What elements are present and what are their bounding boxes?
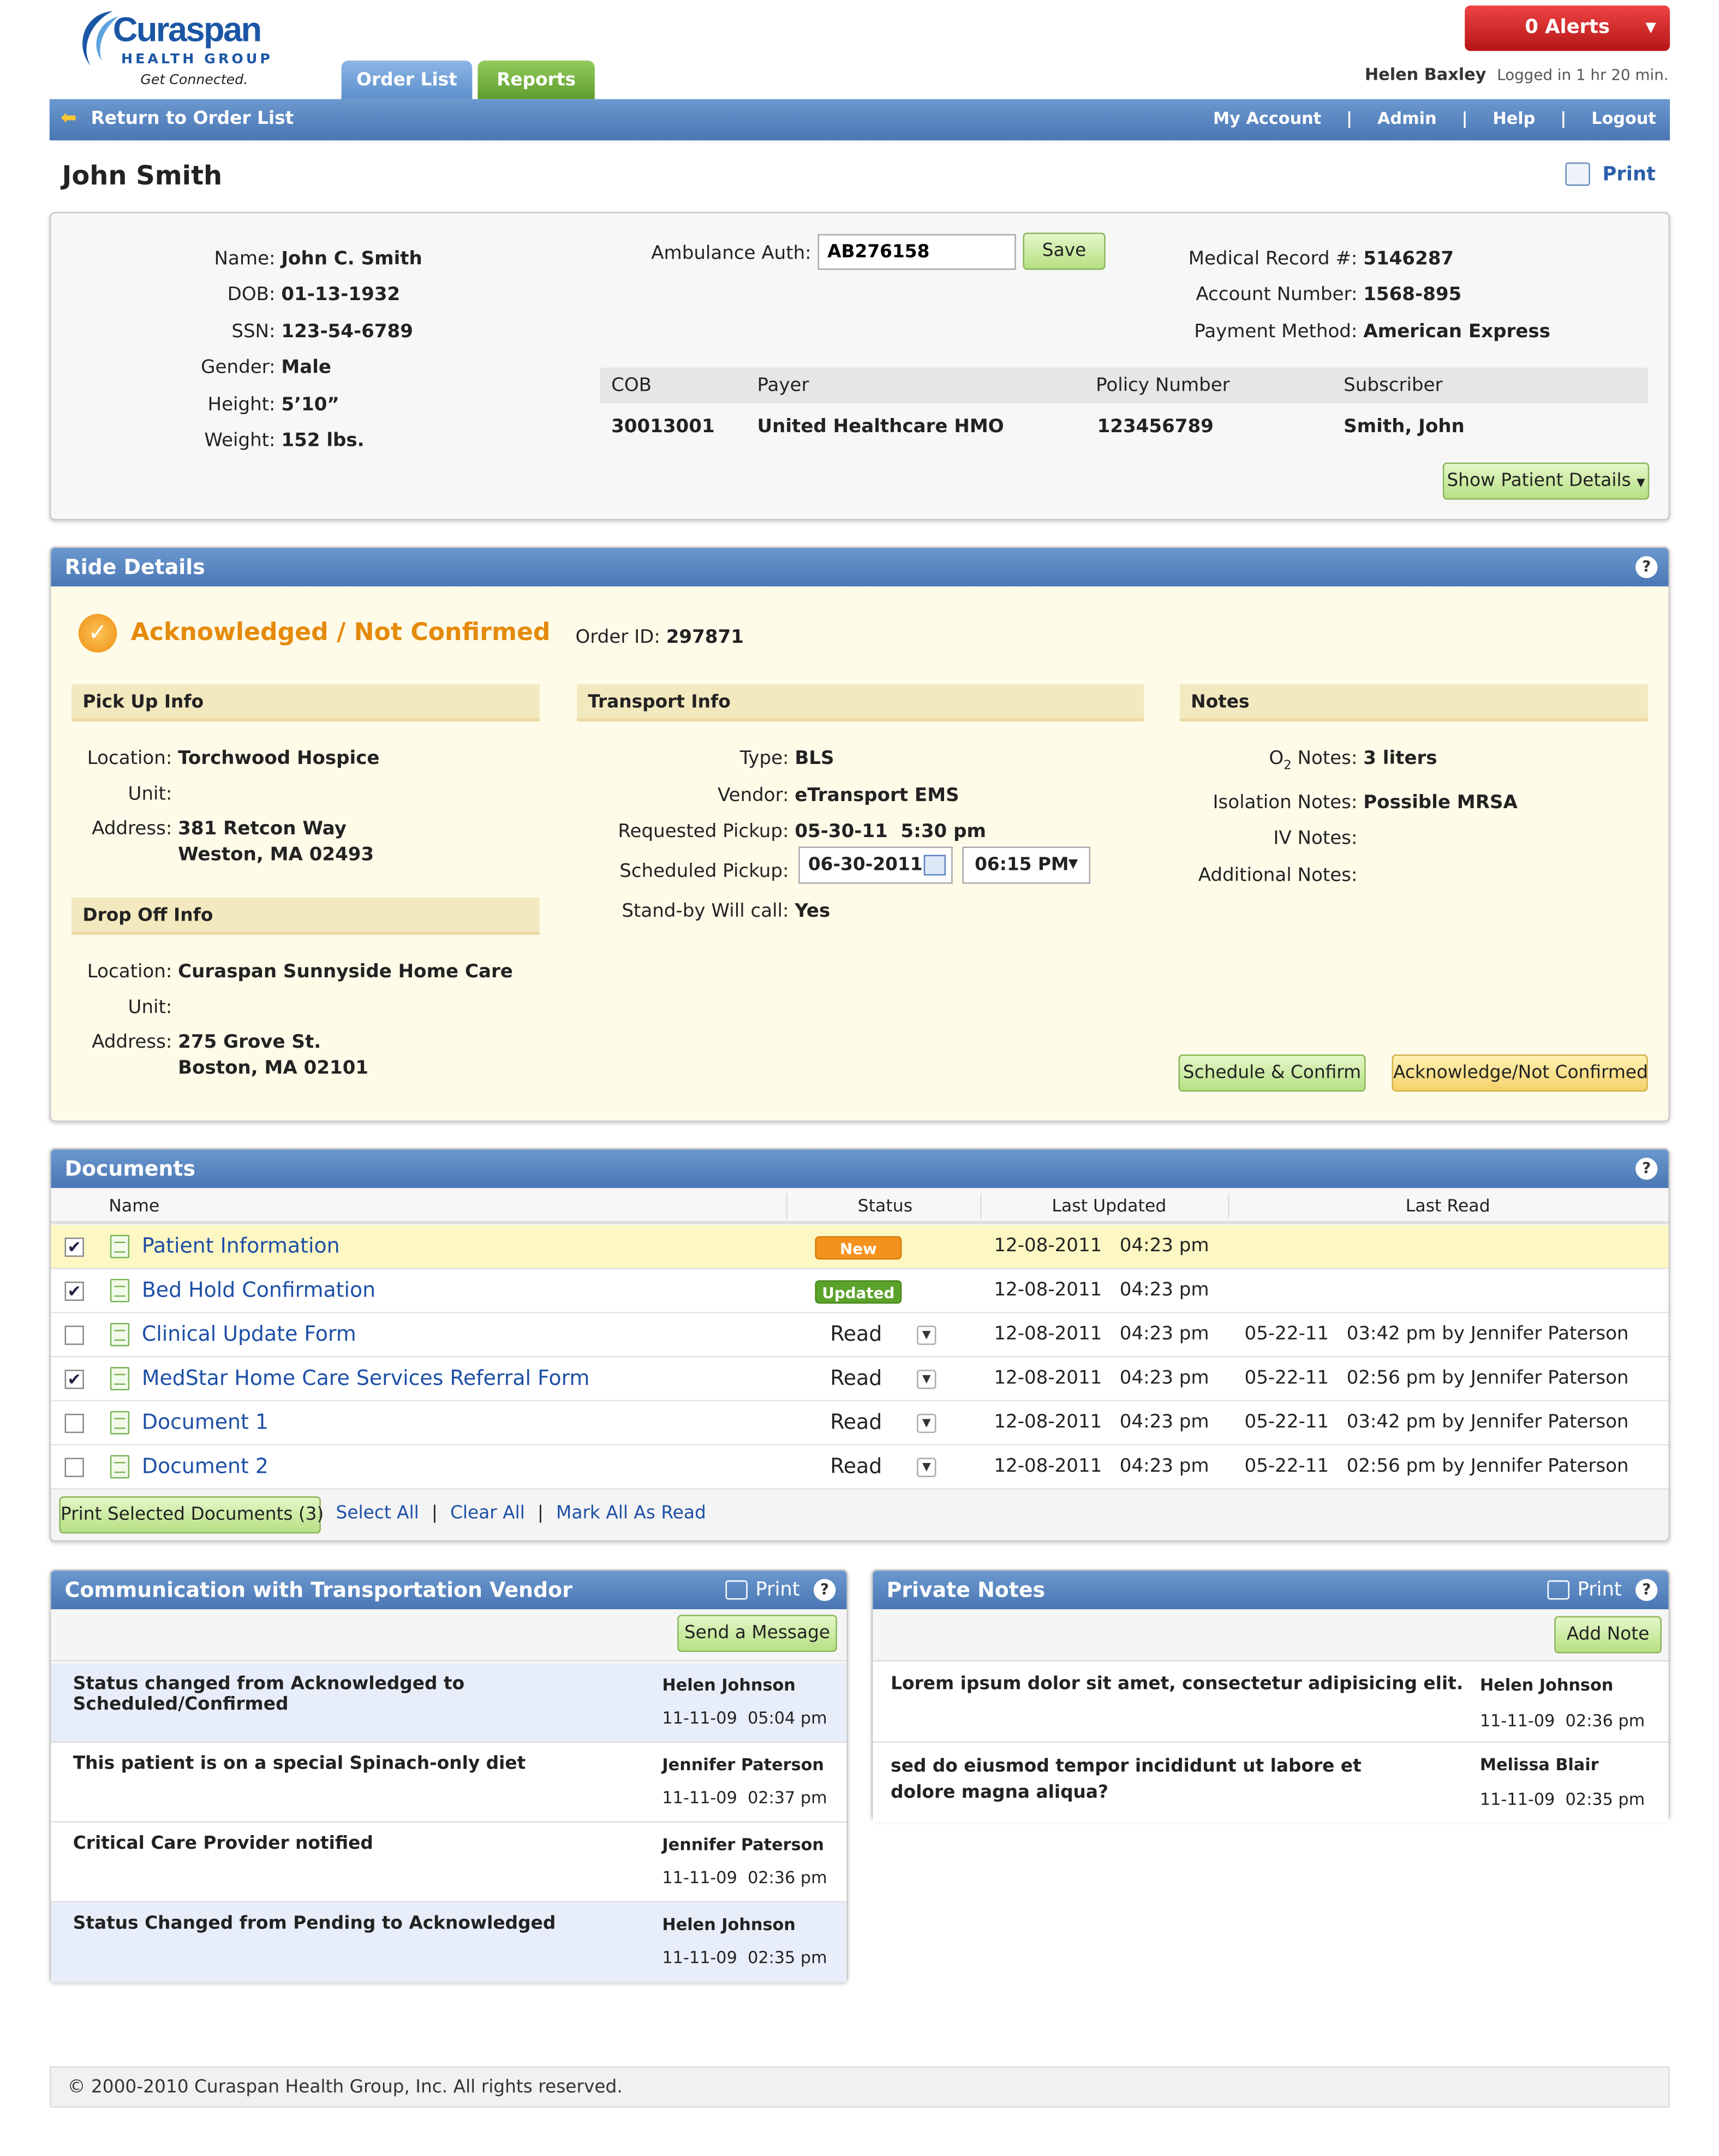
help-icon[interactable]: ?	[1636, 556, 1657, 578]
dropoff-address-line2: Boston, MA 02101	[178, 1057, 369, 1079]
logged-in-time: Logged in 1 hr 20 min.	[1497, 66, 1669, 84]
standby-value: Yes	[795, 900, 831, 923]
patient-account-info	[1165, 241, 1550, 350]
status-dropdown-icon[interactable]: ▼	[917, 1325, 936, 1345]
ride-details-header	[51, 548, 1668, 587]
private-notes-print-button[interactable]	[1547, 1570, 1622, 1609]
note-text: Lorem ipsum dolor sit amet, consectetur adipisicing elit.	[891, 1674, 1464, 1695]
document-icon	[110, 1323, 129, 1346]
ride-status: Acknowledged / Not Confirmed	[130, 619, 551, 647]
clear-all-link[interactable]: Clear All	[450, 1503, 525, 1524]
gender-value: Male	[281, 356, 332, 379]
document-actions	[336, 1503, 706, 1524]
alerts-label: 0 Alerts	[1525, 16, 1610, 39]
row-checkbox[interactable]: ✔	[65, 1238, 84, 1257]
chevron-down-icon: ▼	[1637, 476, 1645, 489]
table-row[interactable]	[51, 1225, 1668, 1269]
pickup-location-label: Location:	[87, 747, 172, 770]
message-time: 11-11-09 02:37 pm	[662, 1788, 827, 1808]
vendor-value: eTransport EMS	[795, 784, 959, 807]
note-time: 11-11-09 02:35 pm	[1479, 1789, 1645, 1809]
last-read-value: 05-22-11 03:42 pm by Jennifer Paterson	[1244, 1323, 1629, 1345]
nav-admin[interactable]: Admin	[1377, 109, 1437, 128]
private-notes-print-label: Print	[1577, 1579, 1622, 1601]
link-separator: |	[537, 1503, 544, 1524]
height-value: 5’10”	[281, 393, 339, 415]
chevron-down-icon: ▼	[1645, 20, 1656, 36]
vendor-label: Vendor:	[717, 784, 789, 807]
insurance-table-header	[600, 368, 1648, 404]
message-item	[51, 1663, 846, 1742]
standby-label: Stand-by Will call:	[622, 900, 789, 923]
check-circle-icon: ✓	[79, 614, 117, 653]
table-row[interactable]	[51, 1446, 1668, 1490]
document-icon	[110, 1455, 129, 1478]
select-all-link[interactable]: Select All	[336, 1503, 419, 1524]
printer-icon	[1547, 1580, 1569, 1599]
dropoff-info-header: Drop Off Info	[71, 898, 540, 935]
document-link[interactable]: MedStar Home Care Services Referral Form	[141, 1365, 590, 1390]
send-message-button[interactable]: Send a Message	[677, 1615, 837, 1652]
dob-value: 01-13-1932	[281, 284, 401, 307]
transport-info-header: Transport Info	[577, 684, 1144, 721]
payment-method-label: Payment Method:	[1194, 320, 1358, 343]
subscriber-header: Subscriber	[1344, 374, 1443, 397]
status-dropdown-icon[interactable]: ▼	[917, 1414, 936, 1433]
note-author: Helen Johnson	[1479, 1675, 1614, 1695]
notes-header: Notes	[1180, 684, 1648, 721]
document-icon	[110, 1279, 129, 1303]
pickup-unit-label: Unit:	[128, 783, 172, 805]
curaspan-logo	[71, 8, 278, 93]
schedule-confirm-button[interactable]: Schedule & Confirm	[1178, 1054, 1365, 1091]
private-notes-toolbar	[873, 1609, 1668, 1662]
last-updated-value: 12-08-2011 04:23 pm	[994, 1455, 1209, 1477]
message-author: Helen Johnson	[662, 1915, 796, 1934]
order-id-value: 297871	[666, 626, 744, 649]
insurance-table-row	[600, 409, 1648, 445]
scheduled-pickup-label: Scheduled Pickup:	[619, 859, 789, 882]
isolation-notes-value: Possible MRSA	[1363, 791, 1518, 814]
communication-print-label: Print	[755, 1579, 800, 1601]
pickup-location-value: Torchwood Hospice	[178, 747, 380, 770]
status-dropdown-icon[interactable]: ▼	[917, 1458, 936, 1477]
documents-table-header	[51, 1188, 1668, 1224]
communication-title: Communication with Transportation Vendor	[64, 1578, 572, 1603]
user-status	[1365, 65, 1669, 84]
help-icon[interactable]: ?	[1636, 1158, 1657, 1180]
pickup-address-label: Address:	[92, 817, 172, 840]
message-item	[51, 1902, 846, 1982]
document-icon	[110, 1411, 129, 1435]
document-icon	[110, 1367, 129, 1390]
account-number-value: 1568-895	[1363, 284, 1462, 307]
nav-separator: |	[1461, 109, 1468, 128]
pickup-info	[71, 740, 379, 869]
dropoff-info	[71, 954, 513, 1082]
status-dropdown-icon[interactable]: ▼	[917, 1370, 936, 1389]
chevron-down-icon: ▼	[1068, 857, 1078, 871]
isolation-notes-label: Isolation Notes:	[1213, 791, 1358, 814]
last-read-value: 05-22-11 03:42 pm by Jennifer Paterson	[1244, 1411, 1629, 1434]
last-updated-value: 12-08-2011 04:23 pm	[994, 1367, 1209, 1389]
last-read-value: 05-22-11 02:56 pm by Jennifer Paterson	[1244, 1455, 1629, 1477]
dropoff-address-line1: 275 Grove St.	[178, 1031, 321, 1053]
medical-record-value: 5146287	[1363, 248, 1454, 270]
ambulance-auth-input[interactable]	[817, 234, 1016, 270]
message-text: Critical Care Provider notified	[73, 1834, 373, 1855]
ssn-label: SSN:	[231, 320, 276, 343]
type-label: Type:	[739, 747, 789, 770]
medical-record-label: Medical Record #:	[1188, 248, 1358, 270]
name-column-header[interactable]: Name	[109, 1195, 160, 1216]
table-row[interactable]	[51, 1269, 1668, 1313]
pickup-address-line2: Weston, MA 02493	[178, 844, 374, 866]
private-notes-header	[873, 1570, 1668, 1609]
help-icon[interactable]: ?	[1636, 1579, 1657, 1601]
column-divider	[1228, 1193, 1229, 1218]
communication-print-button[interactable]	[725, 1570, 800, 1609]
o2-notes-value: 3 liters	[1363, 747, 1437, 770]
logo-tagline: Get Connected.	[140, 73, 248, 88]
row-checkbox[interactable]: ✔	[65, 1370, 84, 1389]
nav-separator: |	[1346, 109, 1353, 128]
table-row[interactable]	[51, 1313, 1668, 1358]
status-text: Read	[830, 1453, 882, 1479]
name-label: Name:	[214, 248, 276, 270]
ssn-value: 123-54-6789	[281, 320, 413, 343]
account-number-label: Account Number:	[1196, 284, 1358, 307]
patient-demographics	[138, 241, 427, 459]
alerts-button[interactable]	[1465, 5, 1670, 51]
save-button[interactable]: Save	[1023, 232, 1105, 270]
add-note-button[interactable]: Add Note	[1554, 1616, 1662, 1653]
show-patient-details-button[interactable]	[1443, 463, 1649, 500]
message-time: 11-11-09 02:36 pm	[662, 1868, 827, 1888]
weight-label: Weight:	[204, 429, 276, 452]
last-updated-column-header[interactable]: Last Updated	[1052, 1195, 1167, 1216]
message-time: 11-11-09 02:35 pm	[662, 1948, 827, 1967]
table-row[interactable]	[51, 1401, 1668, 1446]
user-name: Helen Baxley	[1364, 64, 1487, 84]
status-badge-updated: Updated	[815, 1280, 902, 1304]
logo-name: Curaspan	[112, 11, 261, 50]
policy-number-header: Policy Number	[1096, 374, 1230, 397]
status-column-header[interactable]: Status	[857, 1195, 913, 1216]
printer-icon	[1565, 163, 1590, 186]
tab-order-list[interactable]: Order List	[342, 61, 473, 99]
link-separator: |	[431, 1503, 438, 1524]
order-id	[575, 626, 743, 648]
message-item	[51, 1743, 846, 1823]
tab-reports[interactable]: Reports	[478, 61, 594, 99]
o2-subscript: 2	[1284, 759, 1292, 773]
row-checkbox[interactable]: ✔	[65, 1282, 84, 1301]
show-patient-details-label: Show Patient Details	[1447, 470, 1631, 492]
logo-subtitle: HEALTH GROUP	[121, 52, 273, 68]
table-row[interactable]	[51, 1357, 1668, 1401]
type-value: BLS	[795, 747, 834, 770]
ambulance-auth-label: Ambulance Auth:	[651, 242, 811, 265]
dropoff-location-label: Location:	[87, 960, 172, 983]
message-author: Helen Johnson	[662, 1675, 796, 1695]
pickup-address-line1: 381 Retcon Way	[178, 817, 347, 840]
subscriber-value: Smith, John	[1344, 415, 1465, 438]
note-item	[873, 1743, 1668, 1823]
print-label: Print	[1602, 164, 1656, 186]
calendar-icon[interactable]	[924, 855, 946, 876]
nav-separator: |	[1560, 109, 1567, 128]
document-link[interactable]: Document 1	[141, 1410, 269, 1435]
payer-value: United Healthcare HMO	[757, 415, 1004, 438]
note-text: sed do eiusmod tempor incididunt ut labore et dolore magna aliqua?	[891, 1756, 1362, 1803]
ride-details-title: Ride Details	[64, 554, 205, 580]
status-badge-new: New	[815, 1236, 902, 1259]
last-updated-value: 12-08-2011 04:23 pm	[994, 1411, 1209, 1434]
payer-header: Payer	[757, 374, 809, 397]
documents-header	[51, 1149, 1668, 1188]
o2-label-rest: Notes:	[1291, 747, 1358, 770]
column-divider	[786, 1193, 787, 1218]
note-item	[873, 1663, 1668, 1742]
private-notes-title: Private Notes	[886, 1578, 1046, 1603]
message-author: Jennifer Paterson	[662, 1835, 824, 1855]
nav-help[interactable]: Help	[1493, 109, 1536, 128]
dropoff-location-value: Curaspan Sunnyside Home Care	[178, 960, 513, 983]
scheduled-time-value: 06:15 PM	[975, 855, 1069, 876]
transport-info	[606, 740, 986, 930]
message-item	[51, 1823, 846, 1902]
last-updated-value: 12-08-2011 04:23 pm	[994, 1323, 1209, 1345]
printer-icon	[725, 1580, 747, 1599]
print-selected-documents-button[interactable]: Print Selected Documents (3)	[59, 1496, 320, 1533]
nav-logout[interactable]: Logout	[1591, 109, 1656, 128]
o2-label-text: O	[1269, 747, 1284, 770]
page-title: John Smith	[62, 161, 223, 192]
weight-value: 152 lbs.	[281, 429, 365, 452]
requested-pickup-value: 05-30-11 5:30 pm	[795, 820, 986, 843]
mark-all-read-link[interactable]: Mark All As Read	[556, 1503, 706, 1524]
last-updated-value: 12-08-2011 04:23 pm	[994, 1234, 1209, 1257]
last-read-column-header[interactable]: Last Read	[1405, 1195, 1490, 1216]
message-text: Status Changed from Pending to Acknowledged	[73, 1913, 556, 1934]
cob-header: COB	[611, 374, 652, 397]
payment-method-value: American Express	[1363, 320, 1550, 343]
height-label: Height:	[207, 393, 276, 415]
o2-notes-label	[1173, 740, 1357, 785]
footer-copyright: © 2000-2010 Curaspan Health Group, Inc. All rights reserved.	[50, 2067, 1670, 2108]
document-link[interactable]: Patient Information	[141, 1233, 340, 1258]
message-time: 11-11-09 05:04 pm	[662, 1708, 827, 1728]
additional-notes-label: Additional Notes:	[1198, 864, 1358, 886]
ride-notes	[1173, 740, 1517, 893]
row-checkbox[interactable]	[65, 1414, 84, 1433]
scheduled-time-select[interactable]	[962, 846, 1090, 883]
status-text: Read	[830, 1365, 882, 1390]
document-link[interactable]: Document 2	[141, 1453, 269, 1479]
column-divider	[980, 1193, 982, 1218]
documents-title: Documents	[64, 1156, 196, 1181]
cob-value: 30013001	[611, 415, 715, 438]
document-link[interactable]: Bed Hold Confirmation	[141, 1277, 376, 1303]
iv-notes-label: IV Notes:	[1273, 827, 1358, 850]
policy-number-value: 123456789	[1097, 415, 1214, 438]
note-author: Melissa Blair	[1479, 1755, 1599, 1775]
name-value: John C. Smith	[281, 248, 422, 270]
top-nav-bar	[50, 99, 1670, 141]
pickup-info-header: Pick Up Info	[71, 684, 540, 721]
dropoff-address-label: Address:	[92, 1031, 172, 1053]
dropoff-unit-label: Unit:	[128, 996, 172, 1019]
document-link[interactable]: Clinical Update Form	[141, 1321, 356, 1347]
help-icon[interactable]: ?	[814, 1579, 835, 1601]
requested-pickup-label: Requested Pickup:	[618, 820, 789, 843]
gender-label: Gender:	[201, 356, 276, 379]
scheduled-date-value: 06-30-2011	[808, 855, 923, 876]
nav-my-account[interactable]: My Account	[1213, 109, 1322, 128]
scheduled-date-input[interactable]	[798, 846, 953, 883]
return-to-order-list-link[interactable]: Return to Order List	[91, 109, 294, 130]
document-icon	[110, 1235, 129, 1258]
message-author: Jennifer Paterson	[662, 1755, 824, 1775]
message-text: Status changed from Acknowledged to Scheduled/Confirmed	[73, 1674, 465, 1716]
acknowledge-not-confirmed-button[interactable]: Acknowledge/Not Confirmed	[1392, 1054, 1648, 1091]
dob-label: DOB:	[227, 284, 276, 307]
order-id-label: Order ID:	[575, 626, 660, 649]
status-text: Read	[830, 1410, 882, 1435]
message-text: This patient is on a special Spinach-only diet	[73, 1753, 526, 1775]
row-checkbox[interactable]	[65, 1458, 84, 1477]
last-updated-value: 12-08-2011 04:23 pm	[994, 1279, 1209, 1301]
communication-header	[51, 1570, 846, 1609]
last-read-value: 05-22-11 02:56 pm by Jennifer Paterson	[1244, 1367, 1629, 1389]
row-checkbox[interactable]	[65, 1325, 84, 1345]
note-time: 11-11-09 02:36 pm	[1479, 1711, 1645, 1731]
status-text: Read	[830, 1321, 882, 1347]
back-arrow-icon: ⬅	[60, 107, 77, 130]
